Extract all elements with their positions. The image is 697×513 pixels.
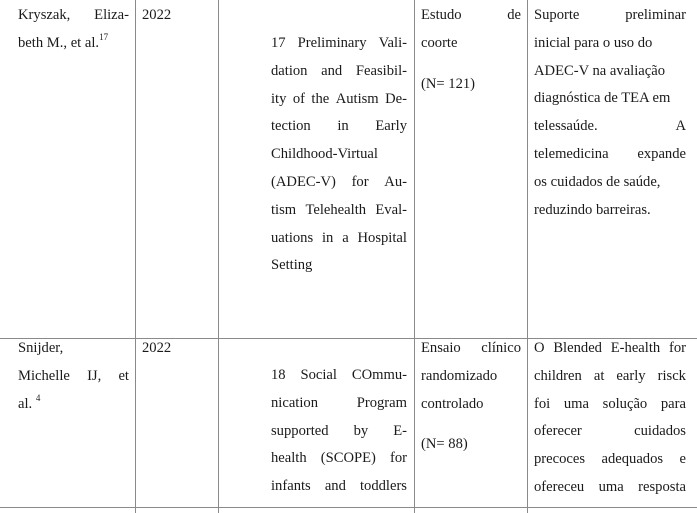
title-line: uations in a Hospital [271,229,407,246]
year-cell: 2022 [142,7,172,23]
column-divider [218,0,219,513]
title-line: tism Telehealth Eval- [271,201,407,218]
author-line: beth M., et al.$^{17}$ [18,31,109,51]
year-cell: 2022 [142,340,172,356]
author-line: Kryszak, Eliza- [18,7,129,23]
title-line: supported by E- [271,422,407,439]
design-cell [421,335,521,459]
result-cell [534,2,686,224]
author-cell [18,335,129,418]
result-line: ofereceu uma resposta [534,478,686,495]
title-line: (ADEC-V) for Au- [271,173,407,190]
title-cell [271,30,407,280]
result-line: O Blended E-health for [534,340,686,356]
column-divider [135,0,136,513]
column-divider [527,0,528,513]
column-divider [414,0,415,513]
result-line: children at early risck [534,367,686,384]
design-line: Estudo de [421,7,521,23]
title-line: Childhood-Virtual [271,146,378,163]
design-line: controlado [421,395,484,412]
result-line: foi uma solução para [534,395,686,412]
title-cell [271,362,407,501]
title-line: 17 Preliminary Vali- [271,35,407,51]
result-line: oferecer cuidados [534,423,686,440]
design-cell [421,2,521,98]
title-line: health (SCOPE) for [271,450,407,467]
result-line: os cuidados de saúde, [534,173,661,190]
title-line: Setting [271,257,313,274]
result-line: Suporte preliminar [534,7,686,23]
result-line: ADEC-V na avaliação [534,62,666,79]
author-line: al. $^4$ [18,392,41,412]
title-line: ity of the Autism De- [271,90,407,107]
title-line: dation and Feasibil- [271,62,407,79]
row-divider [0,507,697,508]
result-line: reduzindo barreiras. [534,201,651,218]
result-cell [534,335,686,502]
design-line: Ensaio clínico [421,340,521,356]
sample-size: (N= 88) [421,436,468,453]
sample-size: (N= 121) [421,75,476,92]
title-line: 18 Social COmmu- [271,367,407,383]
title-line: nication Program [271,394,407,411]
result-line: precoces adequados e [534,451,686,468]
result-line: telessaúde. A [534,118,686,135]
design-line: coorte [421,34,458,51]
author-line: Snijder, [18,340,64,356]
result-line: telemedicina expande [534,145,686,162]
result-line: inicial para o uso do [534,34,653,51]
reference-number: 4 [35,392,41,403]
author-cell [18,2,129,58]
title-line: infants and toddlers [271,478,407,495]
title-line: tection in Early [271,118,407,135]
design-line: randomizado [421,367,498,384]
author-line: Michelle IJ, et [18,367,129,384]
reference-number: 17 [99,31,109,42]
result-line: diagnóstica de TEA em [534,90,671,107]
